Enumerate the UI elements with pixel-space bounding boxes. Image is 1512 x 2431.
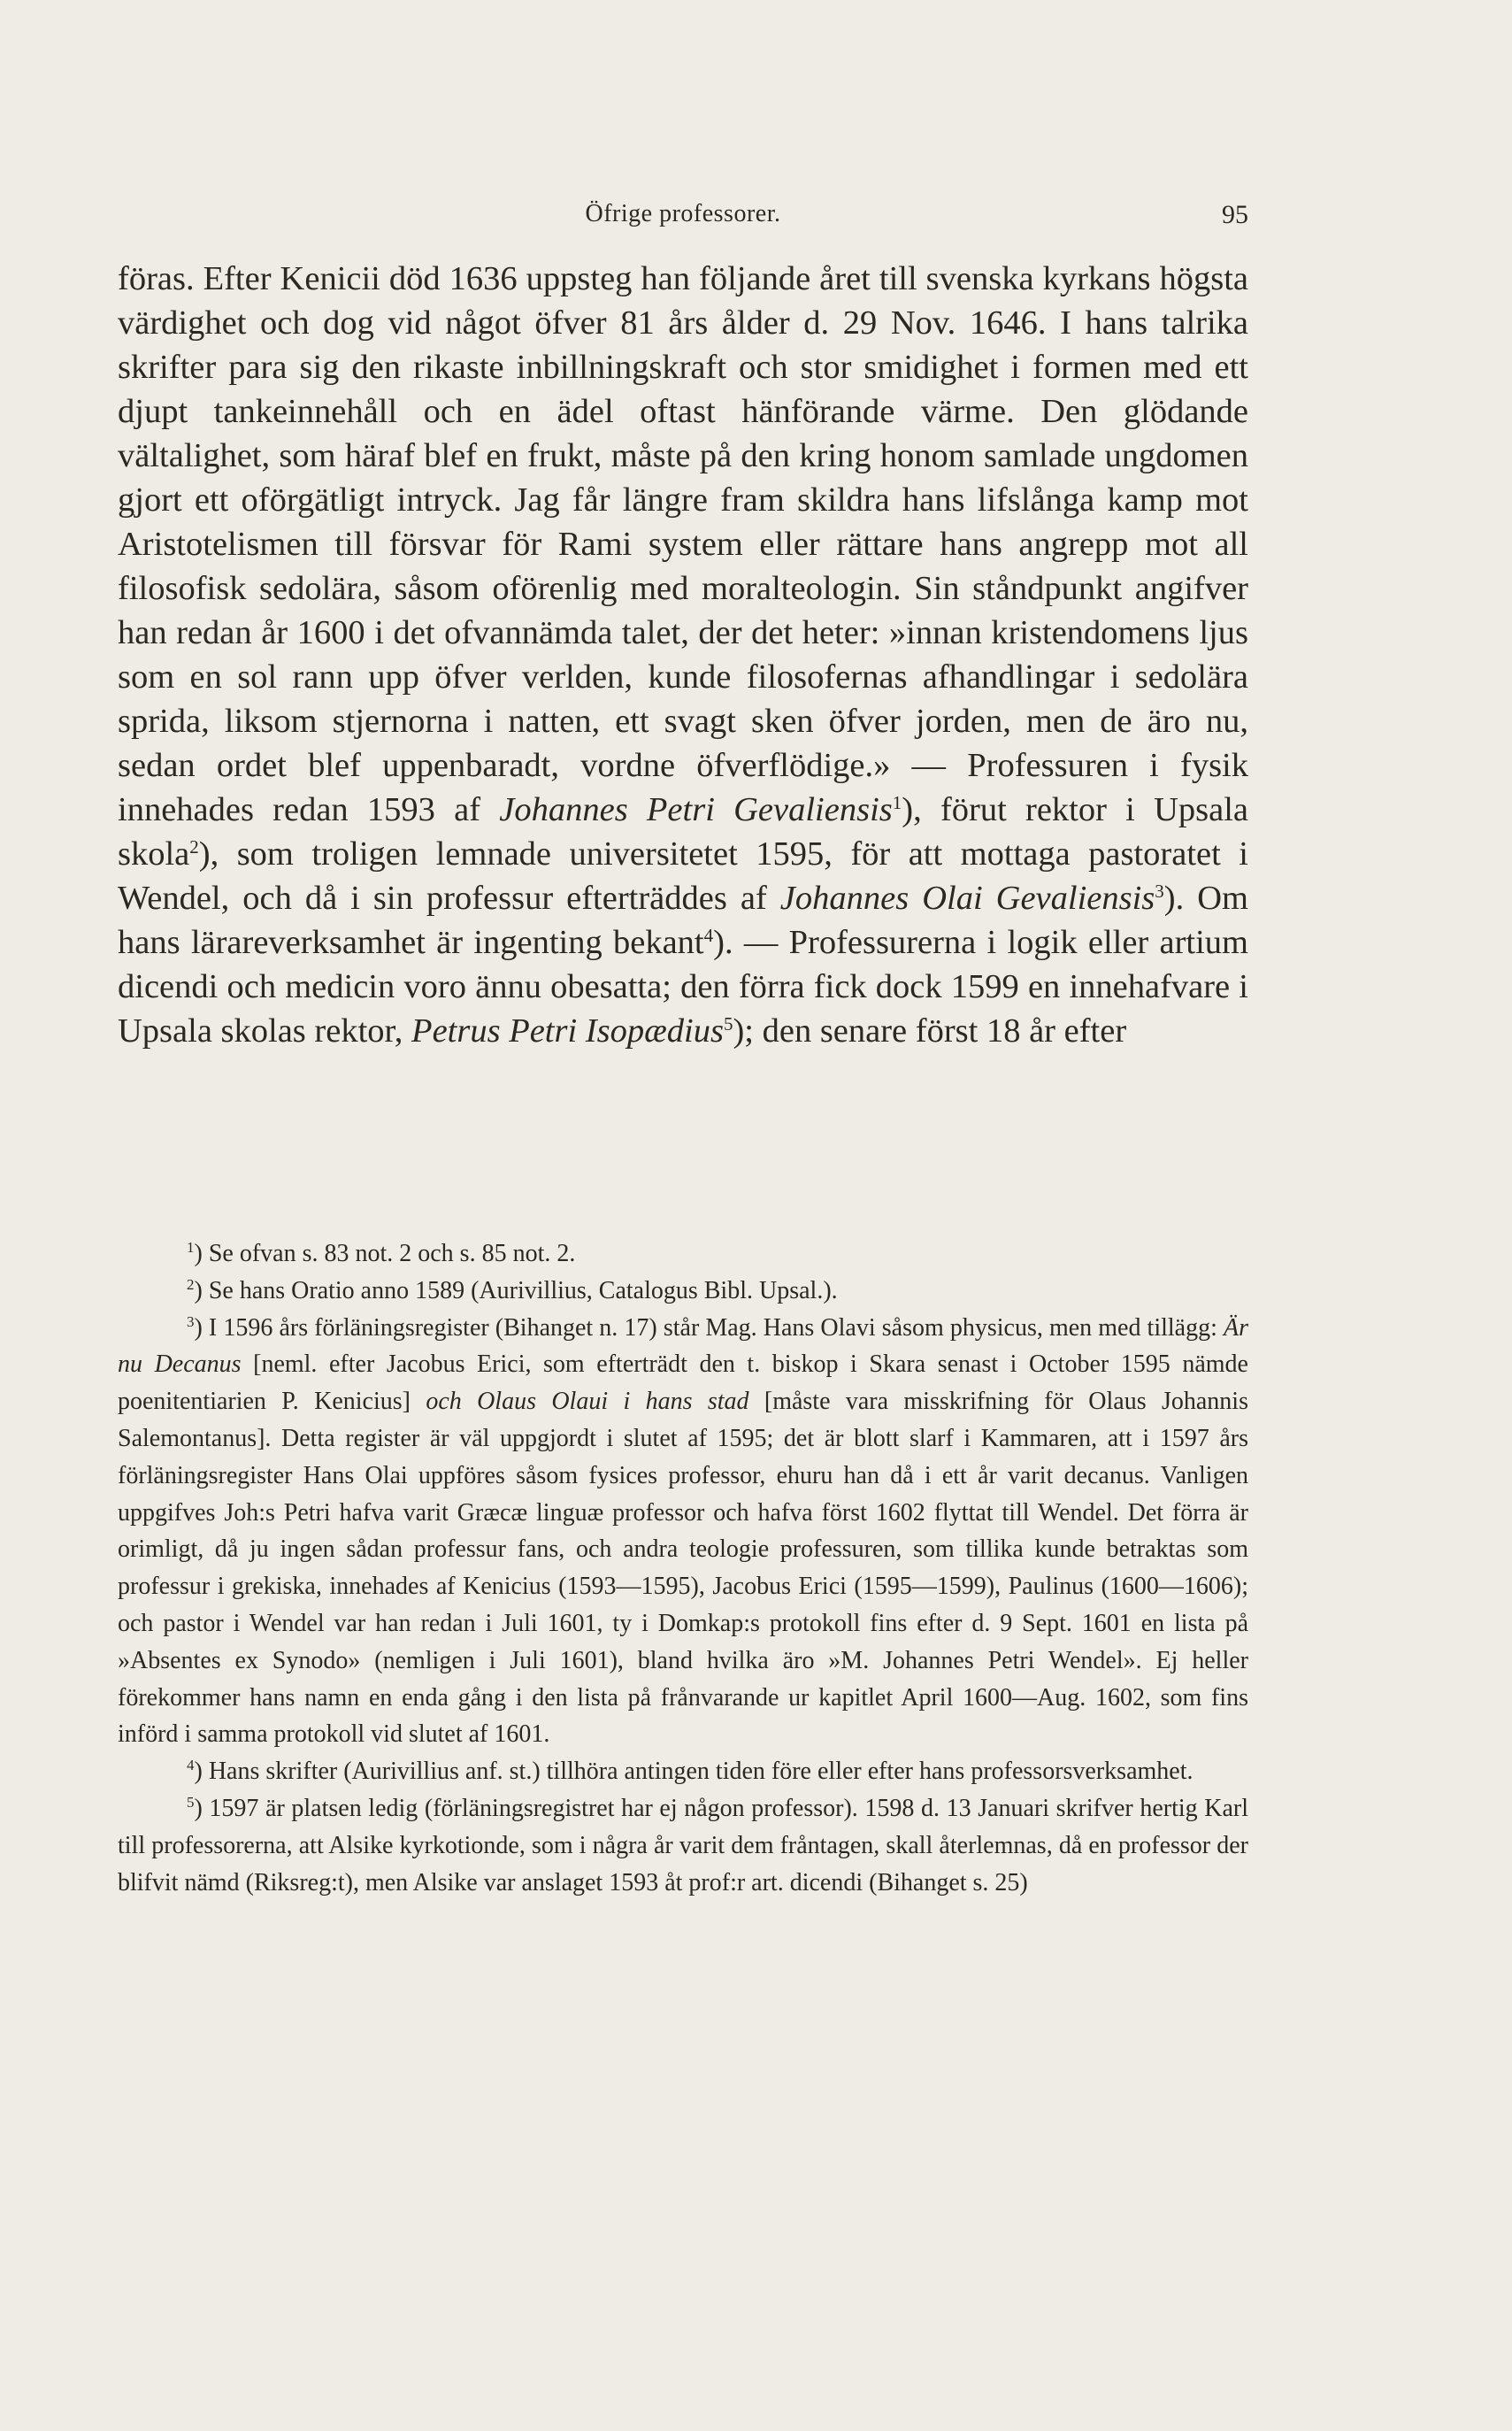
footnote-text: [neml. efter Jacobus Erici, som efterträdt den t. biskop i Skara senast i October 1595 nämde poenitentiarien P. Kenicius] [118,1350,1248,1416]
footnote-ref: 3 [1155,881,1164,902]
footnote-text: ) Hans skrifter (Aurivillius anf. st.) tillhöra antingen tiden före eller efter hans professorsverksamhet. [194,1758,1193,1786]
footnote [118,1790,1248,1901]
main-text [118,257,1248,1053]
footnote [118,1310,1248,1754]
running-title: Öfrige professorer. [585,200,781,227]
text-segment: , förut rektor i Upsala skola [118,791,1249,873]
footnote [118,1273,1248,1310]
text-segment: ) [902,791,914,828]
footnote-text: ) I 1596 års förläningsregister (Bihanget n. 17) står Mag. Hans Olavi såsom physicus, men med tillägg: [194,1313,1224,1342]
main-paragraph [118,257,1248,1053]
footnote-ref: 5 [723,1013,733,1035]
footnote-italic: och Olaus Olaui i hans stad [426,1388,749,1416]
person-name: Johannes Olai Gevaliensis [779,880,1155,917]
footnotes [118,1235,1248,1901]
text-segment: ); den senare först 18 år efter [733,1012,1127,1050]
footnote-mark: 4 [187,1757,195,1774]
footnote-italic: Är nu Decanus [118,1313,1248,1379]
footnote [118,1753,1248,1790]
text-segment: föras. Efter Kenicii död 1636 uppsteg han följande året till svenska kyrkans högsta värdighet och dog vid något öfver 81 års ålder d. 29 Nov. 1646. I hans talrika skrifter para sig den rikaste inbillningskraft och stor smidighet i formen med ett djupt tankeinnehåll och en ädel oftast hänförande värme. Den glödande vältalighet, som häraf blef en frukt, måste på den kring honom samlade ungdomen gjort ett oförgätligt intryck. Jag får längre fram skildra hans lifslånga kamp mot Aristotelismen till försvar för Rami system eller rättare hans angrepp mot all filosofisk sedolära, såsom oförenlig med moralteologin. Sin ståndpunkt angifver han redan år 1600 i det ofvannämda talet, der det heter: »innan kristendomens ljus som en sol rann upp öfver verlden, kunde filosofernas afhandlingar i sedolära sprida, liksom stjernorna i natten, ett svagt sken öfver jorden, men de äro nu, sedan ordet blef uppenbaradt, vordne öfverflödige.» — Professuren i fysik innehades redan 1593 af [118,260,1248,828]
footnote-mark: 3 [187,1312,195,1330]
footnote-ref: 1 [892,792,902,813]
footnote-text: ) 1597 är platsen ledig (förläningsregistret har ej någon professor). 1598 d. 13 Januari skrifver hertig Karl till professorerna, att Alsike kyrkotionde, som i några år varit dem fråntagen, skall återlemnas, då en professor der blifvit nämd (Riksreg:t), men Alsike var anslaget 1593 åt prof:r art. dicendi (Bihanget s. 25) [118,1794,1248,1896]
footnote-ref: 2 [189,836,199,858]
footnote-text: ) Se hans Oratio anno 1589 (Aurivillius, Catalogus Bibl. Upsal.). [194,1276,838,1304]
person-name: Johannes Petri Gevaliensis [499,791,893,828]
person-name: Petrus Petri Isopædius [411,1012,724,1050]
footnote-text: [måste vara misskrifning för Olaus Johannis Salemontanus]. Detta register är väl uppgjordt i slutet af 1595; det är blott slarf i Kammaren, att i 1597 års förläningsregister Hans Olai uppföres såsom fysices professor, ehuru han då i ett år varit decanus. Vanligen uppgifves Joh:s Petri hafva varit Græcæ linguæ professor och hafva först 1602 flyttat till Wendel. Det förra är orimligt, då ju ingen sådan professur fans, och andra teologie professuren, som tillika kunde betraktas som professur i grekiska, innehades af Kenicius (1593—1595), Jacobus Erici (1595—1599), Paulinus (1600—1606); och pastor i Wendel var han redan i Juli 1601, ty i Domkap:s protokoll fins efter d. 9 Sept. 1601 en lista på »Absentes ex Synodo» (nemligen i Juli 1601), bland hvilka äro »M. Johannes Petri Wendel». Ej heller förekommer hans namn en enda gång i den lista på frånvarande ur kapitlet April 1600—Aug. 1602, som fins införd i samma protokoll vid slutet af 1601. [118,1388,1248,1749]
footnote-mark: 1 [187,1239,195,1256]
text-segment: ). — Professurerna i logik eller artium dicendi och medicin voro ännu obesatta; den förra fick dock 1599 en innehafvare i Upsala skolas rektor, [118,924,1249,1050]
footnote-ref: 4 [703,925,714,946]
running-header [118,196,1248,232]
text-segment: ), som troligen lemnade universitetet 1595, för att mottaga pastoratet i Wendel, och då i sin professur efterträddes af [118,835,1248,917]
footnote [118,1235,1248,1273]
text-segment: ). Om hans lärareverksamhet är ingenting bekant [118,880,1249,961]
footnote-mark: 2 [187,1275,195,1293]
footnote-mark: 5 [187,1793,195,1811]
footnote-text: ) Se ofvan s. 83 not. 2 och s. 85 not. 2. [194,1240,576,1267]
page-number: 95 [1222,200,1248,229]
